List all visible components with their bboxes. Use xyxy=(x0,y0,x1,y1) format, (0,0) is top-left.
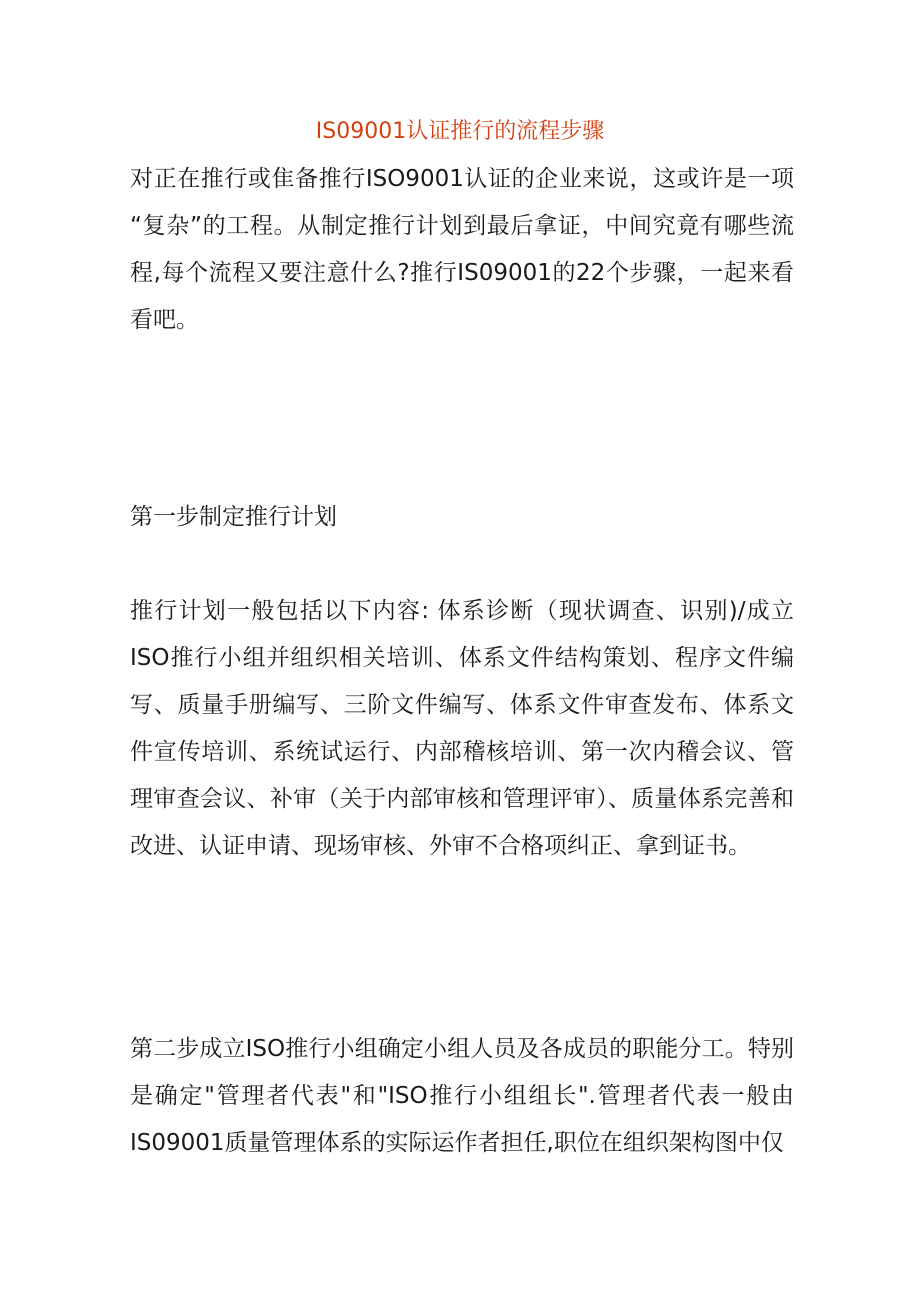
step1-heading: 第一步制定推行计划 xyxy=(130,504,337,530)
intro-paragraph: 对正在推行或隹备推行ISO9001认证的企业来说，这或许是一项 “复杂”的工程。从制定推行计划到最后拿证，中间究竟有哪些流程,每个流程又要注意什么?推行IS09001的22个步骤，一起来看看吧。 xyxy=(130,166,794,333)
step2-paragraph: 第二步成立ISO推行小组确定小组人员及各成员的职能分工。特别是确定"管理者代表"和"ISO推行小组组长".管理者代表一般由IS09001质量管理体系的实际运作者担任,职位在组织架构图中仅 xyxy=(130,1036,794,1156)
document-title: IS09001认证推行的流程步骤 xyxy=(315,119,605,144)
step1-paragraph: 推行计划一般包括以下内容: 体系诊断（现状调查、识别)/成立ISO推行小组并组织相关培训、体系文件结构策划、程序文件编写、质量手册编写、三阶文件编写、体系文件审查发布、体系文件宣传培训、系统试运行、内部稽核培训、第一次内稽会议、管理审查会议、补审（关于内部审核和管理评审）、质量体系完善和改进、认证申请、现场审核、外审不合格项纠正、拿到证书。 xyxy=(130,598,794,859)
